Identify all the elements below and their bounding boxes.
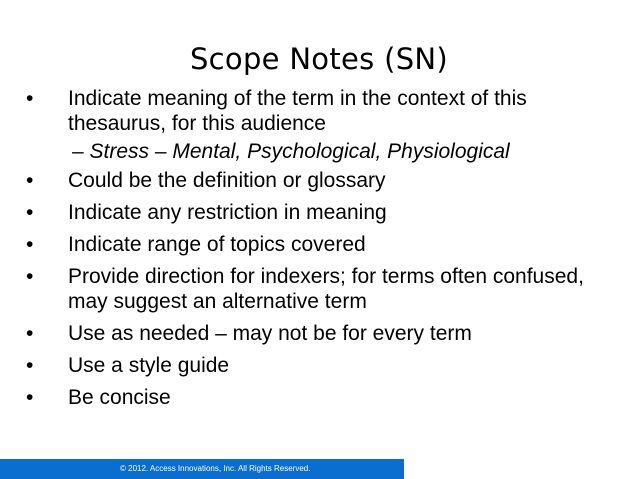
footer-bar (0, 459, 404, 479)
bullet-text: Use as needed – may not be for every term (68, 322, 472, 345)
bullet-dot: • (26, 322, 34, 345)
slide-title: Scope Notes (SN) (189, 42, 449, 76)
bullet-text: Be concise (68, 386, 171, 409)
bullet-text: Indicate meaning of the term in the context of this thesaurus, for this audience (68, 87, 527, 135)
bullet-dot: • (26, 87, 34, 110)
bullet-dot: • (26, 354, 34, 377)
bullet-item (26, 200, 626, 225)
bullet-item (26, 385, 626, 410)
bullet-item (26, 232, 626, 257)
bullet-item (26, 353, 626, 378)
bullet-item (26, 321, 626, 346)
bullet-text: Could be the definition or glossary (68, 169, 386, 192)
bullet-item (26, 264, 626, 314)
bullet-item (26, 86, 626, 164)
bullet-dot: • (26, 201, 34, 224)
bullet-list (26, 86, 626, 410)
bullet-text: Indicate range of topics covered (68, 233, 366, 256)
bullet-text: Use a style guide (68, 354, 230, 377)
bullet-dot: • (26, 386, 34, 409)
sub-bullet-text: – Stress – Mental, Psychological, Physiological (72, 140, 510, 163)
bullet-text: Provide direction for indexers; for terms often confused, may suggest an alternative term (68, 265, 584, 313)
bullet-dot: • (26, 169, 34, 192)
bullet-dot: • (26, 233, 34, 256)
copyright-text: © 2012. Access Innovations, Inc. All Rights Reserved. (120, 464, 311, 473)
bullet-text: Indicate any restriction in meaning (68, 201, 387, 224)
bullet-item (26, 168, 626, 193)
bullet-dot: • (26, 265, 34, 288)
